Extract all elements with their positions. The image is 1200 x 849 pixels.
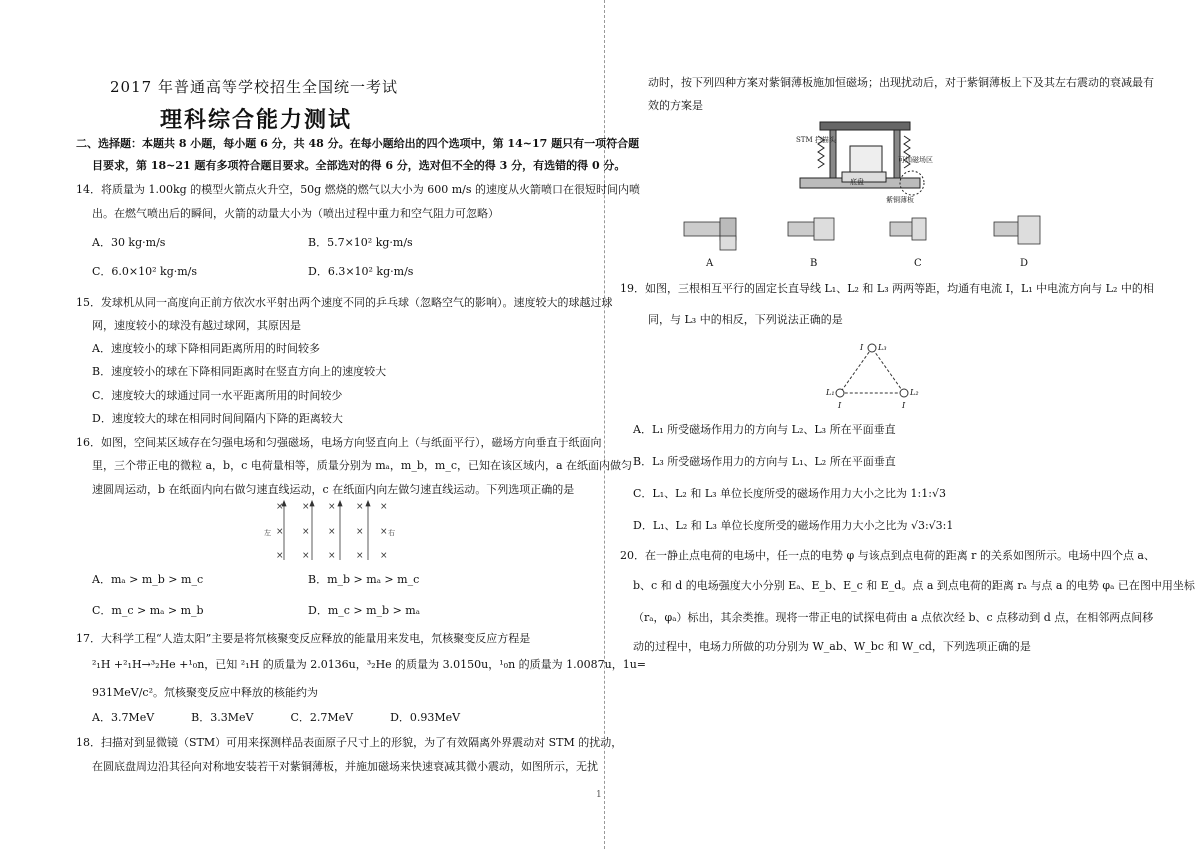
exam-title: 2017 年普通高等学校招生全国统一考试 bbox=[110, 78, 398, 96]
q14-option-c: C．6.0×10² kg·m/s bbox=[92, 265, 198, 278]
left-label: 左 bbox=[264, 529, 271, 537]
q17-line3: 931MeV/c²。氘核聚变反应中释放的核能约为 bbox=[92, 686, 318, 699]
q18-line3: 动时，按下列四种方案对紫铜薄板施加恒磁场；出现扰动后，对于紫铜薄板上下及其左右震动的衰减最有 bbox=[648, 76, 1154, 89]
column-divider bbox=[604, 0, 605, 849]
page-number: 1 bbox=[596, 790, 602, 800]
q20-line1: 20．在一静止点电荷的电场中，任一点的电势 φ 与该点到点电荷的距离 r 的关系如图所示。电场中四个点 a、 bbox=[620, 549, 1155, 562]
subject-title: 理科综合能力测试 bbox=[160, 108, 353, 133]
q18-line1: 18．扫描对到显微镜（STM）可用来探测样品表面原子尺寸上的形貌，为了有效隔离外界震动对 STM 的扰动， bbox=[76, 736, 623, 749]
q16-line2: 里，三个带正电的微粒 a，b，c 电荷量相等，质量分别为 mₐ，m_b，m_c，已知在该区域内，a 在纸面内做匀 bbox=[92, 459, 633, 472]
q17-option-a: A．3.7MeV bbox=[92, 711, 155, 724]
option-label-b: B bbox=[810, 258, 818, 269]
svg-text:×: × bbox=[328, 527, 336, 537]
q14-option-d: D．6.3×10² kg·m/s bbox=[308, 265, 414, 278]
q15-option-b: B．速度较小的球在下降相同距离时在竖直方向上的速度较大 bbox=[92, 365, 387, 378]
option-label-c: C bbox=[914, 258, 922, 269]
wire-l3 bbox=[868, 344, 876, 352]
svg-text:L₃: L₃ bbox=[878, 343, 887, 352]
svg-text:L₂: L₂ bbox=[910, 388, 919, 397]
q16-line3: 速圆周运动，b 在纸面内向右做匀速直线运动，c 在纸面内向左做匀速直线运动。下列选项正确的是 bbox=[92, 483, 575, 496]
field-arrow bbox=[366, 501, 370, 506]
q17-option-b: B．3.3MeV bbox=[191, 711, 254, 724]
q14-option-b: B．5.7×10² kg·m/s bbox=[308, 236, 413, 249]
field-d bbox=[1018, 216, 1040, 244]
svg-text:×: × bbox=[380, 527, 388, 537]
q14-line2: 出。在燃气喷出后的瞬间，火箭的动量大小为（喷出过程中重力和空气阻力可忽略） bbox=[92, 207, 499, 220]
q18-line2: 在圆底盘周边沿其径向对称地安装若干对紫铜薄板，并施加磁场来快速衰减其微小震动，如图所示，无扰 bbox=[92, 760, 598, 773]
field-arrow bbox=[310, 501, 314, 506]
svg-text:L₁: L₁ bbox=[826, 388, 835, 397]
stm-head bbox=[850, 146, 882, 172]
q16-line1: 16．如图，空间某区域存在匀强电场和匀强磁场，电场方向竖直向上（与纸面平行），磁场方向垂直于纸面向 bbox=[76, 436, 602, 449]
q17-line1: 17．大科学工程“人造太阳”主要是将氘核聚变反应释放的能量用来发电，氘核聚变反应方程是 bbox=[76, 632, 531, 645]
q16-option-d: D．m_c > m_b > mₐ bbox=[308, 604, 420, 617]
stm-top-bar bbox=[820, 122, 910, 130]
stm-label: STM 扫描头 bbox=[796, 136, 836, 144]
q16-option-b: B．m_b > mₐ > m_c bbox=[308, 573, 420, 586]
q15-line2: 网，速度较小的球没有越过球网，其原因是 bbox=[92, 319, 301, 332]
wire-l2 bbox=[900, 389, 908, 397]
svg-text:×: × bbox=[302, 551, 310, 561]
q19-line2: 同，与 L₃ 中的相反，下列说法正确的是 bbox=[648, 313, 843, 326]
q19-option-a: A．L₁ 所受磁场作用力的方向与 L₂、L₃ 所在平面垂直 bbox=[633, 423, 896, 436]
q15-option-d: D．速度较大的球在相同时间间隔内下降的距离较大 bbox=[92, 412, 343, 425]
field-arrow bbox=[338, 501, 342, 506]
field-b bbox=[814, 218, 834, 240]
svg-text:×: × bbox=[302, 527, 310, 537]
q18-line4: 效的方案是 bbox=[648, 99, 703, 112]
current-l3: I bbox=[860, 343, 864, 352]
plate-a bbox=[684, 222, 720, 236]
svg-text:×: × bbox=[356, 551, 364, 561]
svg-text:×: × bbox=[380, 502, 388, 512]
svg-text:I: I bbox=[838, 401, 842, 410]
q20-line2: b、c 和 d 的电场强度大小分别 Eₐ、E_b、E_c 和 E_d。点 a 到点电荷的距离 rₐ 与点 a 的电势 φₐ 已在图中用坐标 bbox=[633, 579, 1195, 592]
cross-mark: × bbox=[276, 502, 284, 512]
svg-text:×: × bbox=[276, 527, 284, 537]
q15-option-a: A．速度较小的球下降相同距离所用的时间较多 bbox=[92, 342, 320, 355]
option-label-a: A bbox=[706, 258, 714, 269]
q19-option-d: D．L₁、L₂ 和 L₃ 单位长度所受的磁场作用力大小之比为 √3:√3:1 bbox=[633, 519, 954, 532]
q15-line1: 15．发球机从同一高度向正前方依次水平射出两个速度不同的乒乓球（忽略空气的影响）。速度较大的球越过球 bbox=[76, 296, 613, 309]
field-zone-label: 可加磁场区 bbox=[898, 156, 933, 164]
q16-option-a: A．mₐ > m_b > m_c bbox=[92, 573, 204, 586]
right-label: 右 bbox=[388, 529, 395, 537]
svg-text:×: × bbox=[302, 502, 310, 512]
plate-c bbox=[890, 222, 914, 236]
q19-option-b: B．L₃ 所受磁场作用力的方向与 L₁、L₂ 所在平面垂直 bbox=[633, 455, 896, 468]
svg-text:×: × bbox=[276, 551, 284, 561]
svg-text:×: × bbox=[356, 527, 364, 537]
q19-line1: 19．如图，三根相互平行的固定长直导线 L₁、L₂ 和 L₃ 两两等距，均通有电流 I，L₁ 中电流方向与 L₂ 中的相 bbox=[620, 282, 1154, 295]
q18-options-diagram bbox=[680, 210, 1080, 272]
svg-text:I: I bbox=[902, 401, 906, 410]
plate-label: 紫铜薄板 bbox=[886, 196, 914, 204]
q17-options bbox=[92, 711, 460, 725]
field-c bbox=[912, 218, 926, 240]
triangle-outline bbox=[840, 348, 904, 393]
q19-option-c: C．L₁、L₂ 和 L₃ 单位长度所受的磁场作用力大小之比为 1:1:√3 bbox=[633, 487, 946, 500]
q16-field-diagram bbox=[262, 498, 402, 562]
disk-label: 底盘 bbox=[850, 178, 864, 186]
q17-option-d: D．0.93MeV bbox=[390, 711, 461, 724]
svg-text:×: × bbox=[380, 551, 388, 561]
stm-post bbox=[894, 130, 900, 180]
svg-text:×: × bbox=[328, 551, 336, 561]
q15-option-c: C．速度较大的球通过同一水平距离所用的时间较少 bbox=[92, 389, 343, 402]
wire-l1 bbox=[836, 389, 844, 397]
q19-wire-diagram bbox=[822, 338, 922, 410]
stm-diagram bbox=[790, 116, 950, 208]
svg-text:×: × bbox=[356, 502, 364, 512]
q20-line3: （rₐ，φₐ）标出，其余类推。现将一带正电的试探电荷由 a 点依次经 b、c 点移动到 d 点，在相邻两点间移 bbox=[633, 611, 1154, 624]
base-disk bbox=[842, 172, 886, 182]
q20-line4: 动的过程中，电场力所做的功分别为 W_ab、W_bc 和 W_cd，下列选项正确的是 bbox=[633, 640, 1031, 653]
q14-option-a: A．30 kg·m/s bbox=[92, 236, 166, 249]
q14-line1: 14．将质量为 1.00kg 的模型火箭点火升空，50g 燃烧的燃气以大小为 600 m/s 的速度从火箭喷口在很短时间内喷 bbox=[76, 183, 640, 196]
option-label-d: D bbox=[1020, 258, 1029, 269]
q17-option-c: C．2.7MeV bbox=[290, 711, 354, 724]
q16-option-c: C．m_c > mₐ > m_b bbox=[92, 604, 204, 617]
section-instructions-line2: 目要求，第 18~21 题有多项符合题目要求。全部选对的得 6 分，选对但不全的得 3 分，有选错的得 0 分。 bbox=[92, 159, 626, 172]
section-instructions-line1: 二、选择题：本题共 8 小题，每小题 6 分，共 48 分。在每小题给出的四个选项中，第 14~17 题只有一项符合题 bbox=[76, 137, 640, 150]
q17-line2: ²₁H +²₁H→³₂He +¹₀n，已知 ²₁H 的质量为 2.0136u，³₂He 的质量为 3.0150u，¹₀n 的质量为 1.0087u，1u= bbox=[92, 658, 647, 671]
svg-text:×: × bbox=[328, 502, 336, 512]
